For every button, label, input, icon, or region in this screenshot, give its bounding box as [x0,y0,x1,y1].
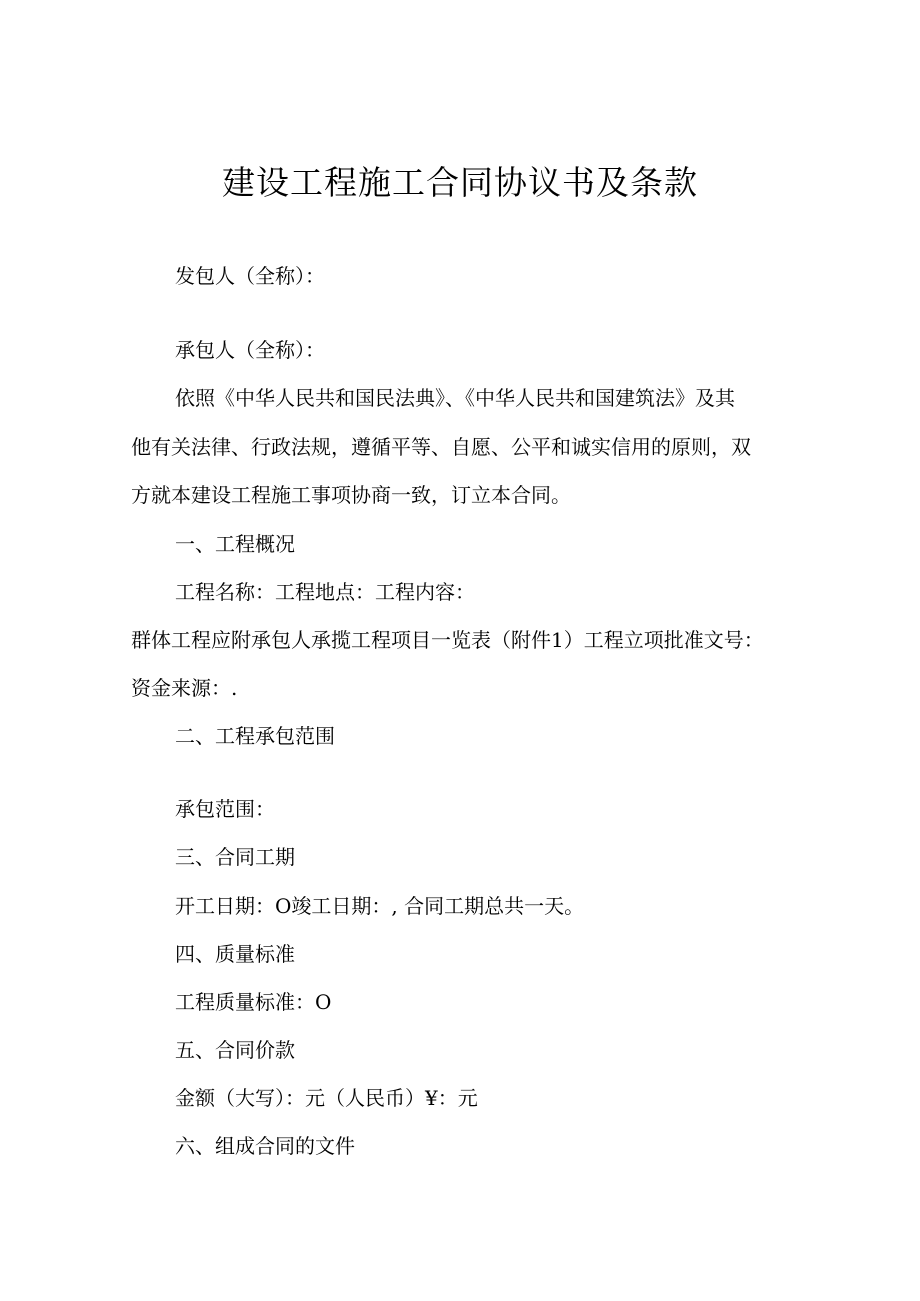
section-1-heading: 一、工程概况 [175,532,295,556]
preamble-line-1: 依照《中华人民共和国民法典》、《中华人民共和国建筑法》及其 [175,386,735,410]
contractor-line: 承包人（全称）： [175,338,325,362]
section-4-quality: 工程质量标准：O [175,990,332,1014]
section-2-scope: 承包范围： [175,797,275,821]
section-1-project-info: 工程名称：工程地点：工程内容： [175,580,475,604]
employer-line: 发包人（全称）： [175,264,325,288]
section-3-heading: 三、合同工期 [175,845,295,869]
section-4-heading: 四、质量标准 [175,942,295,966]
document-title: 建设工程施工合同协议书及条款 [222,163,698,202]
section-3-dates: 开工日期：O竣工日期：, 合同工期总共一天。 [175,894,585,918]
section-1-group-project: 群体工程应附承包人承揽工程项目一览表（附件1）工程立项批准文号： [131,628,764,652]
section-1-funding: 资金来源：. [131,676,238,700]
section-5-amount: 金额（大写）：元（人民币）¥：元 [175,1086,478,1110]
section-5-heading: 五、合同价款 [175,1038,295,1062]
section-2-heading: 二、工程承包范围 [175,724,335,748]
preamble-line-2: 他有关法律、行政法规，遵循平等、自愿、公平和诚实信用的原则，双 [131,435,751,459]
section-6-heading: 六、组成合同的文件 [175,1134,355,1158]
preamble-line-3: 方就本建设工程施工事项协商一致，订立本合同。 [131,483,571,507]
